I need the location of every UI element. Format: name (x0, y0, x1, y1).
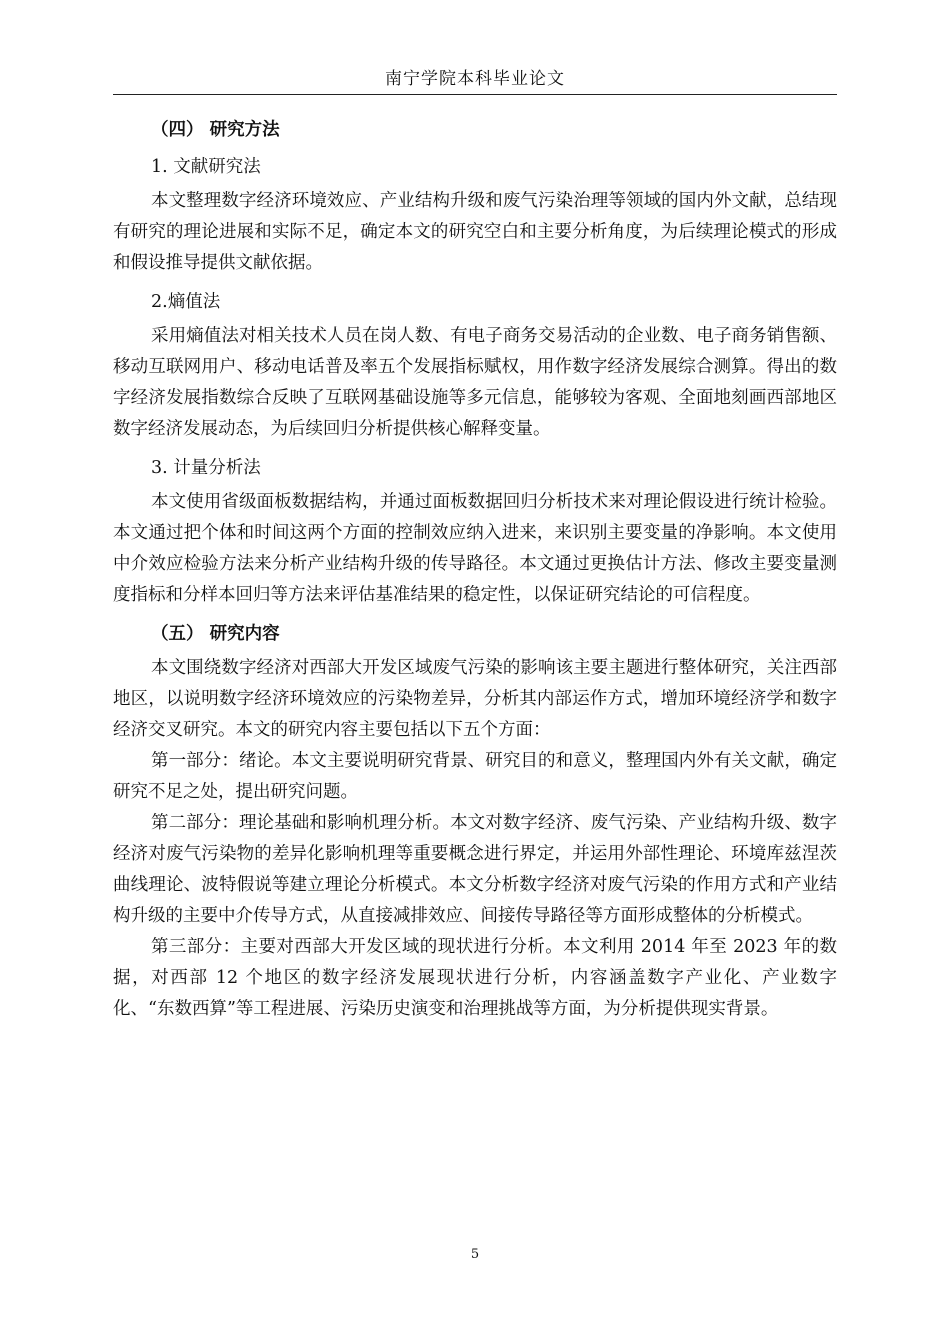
paragraph-part-three: 第三部分：主要对西部大开发区域的现状进行分析。本文利用 2014 年至 2023 年的数据，对西部 12 个地区的数字经济发展现状进行分析，内容涵盖数字产业化、产业数字化、“东数西算”等工程进展、污染历史演变和治理挑战等方面，为分析提供现实背景。 (113, 937, 837, 1019)
paragraph-part-two: 第二部分：理论基础和影响机理分析。本文对数字经济、废气污染、产业结构升级、数字经济对废气污染物的差异化影响机理等重要概念进行界定，并运用外部性理论、环境库兹涅茨曲线理论、波特假说等建立理论分析模式。本文分析数字经济对废气污染的作用方式和产业结构升级的主要中介传导方式，从直接减排效应、间接传导路径等方面形成整体的分析模式。 (113, 813, 837, 926)
method-title-literature: 1. 文献研究法 (151, 157, 261, 177)
page-header (113, 64, 837, 95)
page-number: 5 (470, 1247, 480, 1262)
method-title-econometric: 3. 计量分析法 (151, 458, 261, 478)
section-heading-research-methods: （四） 研究方法 (151, 120, 280, 140)
method-title-entropy: 2.熵值法 (151, 292, 221, 312)
paragraph-content-intro: 本文围绕数字经济对西部大开发区域废气污染的影响该主要主题进行整体研究，关注西部地区，以说明数字经济环境效应的污染物差异，分析其内部运作方式，增加环境经济学和数字经济交叉研究。本文的研究内容主要包括以下五个方面： (113, 658, 837, 740)
document-body (113, 112, 837, 1025)
paragraph-literature: 本文整理数字经济环境效应、产业结构升级和废气污染治理等领域的国内外文献，总结现有研究的理论进展和实际不足，确定本文的研究空白和主要分析角度，为后续理论模式的形成和假设推导提供文献依据。 (113, 191, 837, 273)
paragraph-econometric: 本文使用省级面板数据结构，并通过面板数据回归分析技术来对理论假设进行统计检验。本文通过把个体和时间这两个方面的控制效应纳入进来，来识别主要变量的净影响。本文使用中介效应检验方法来分析产业结构升级的传导路径。本文通过更换估计方法、修改主要变量测度指标和分样本回归等方法来评估基准结果的稳定性，以保证研究结论的可信程度。 (113, 492, 837, 605)
section-heading-research-content: （五） 研究内容 (151, 624, 280, 644)
header-title: 南宁学院本科毕业论文 (385, 69, 565, 89)
paragraph-part-one: 第一部分：绪论。本文主要说明研究背景、研究目的和意义，整理国内外有关文献，确定研究不足之处，提出研究问题。 (113, 751, 837, 802)
paragraph-entropy: 采用熵值法对相关技术人员在岗人数、有电子商务交易活动的企业数、电子商务销售额、移动互联网用户、移动电话普及率五个发展指标赋权，用作数字经济发展综合测算。得出的数字经济发展指数综合反映了互联网基础设施等多元信息，能够较为客观、全面地刻画西部地区数字经济发展动态，为后续回归分析提供核心解释变量。 (113, 326, 837, 439)
